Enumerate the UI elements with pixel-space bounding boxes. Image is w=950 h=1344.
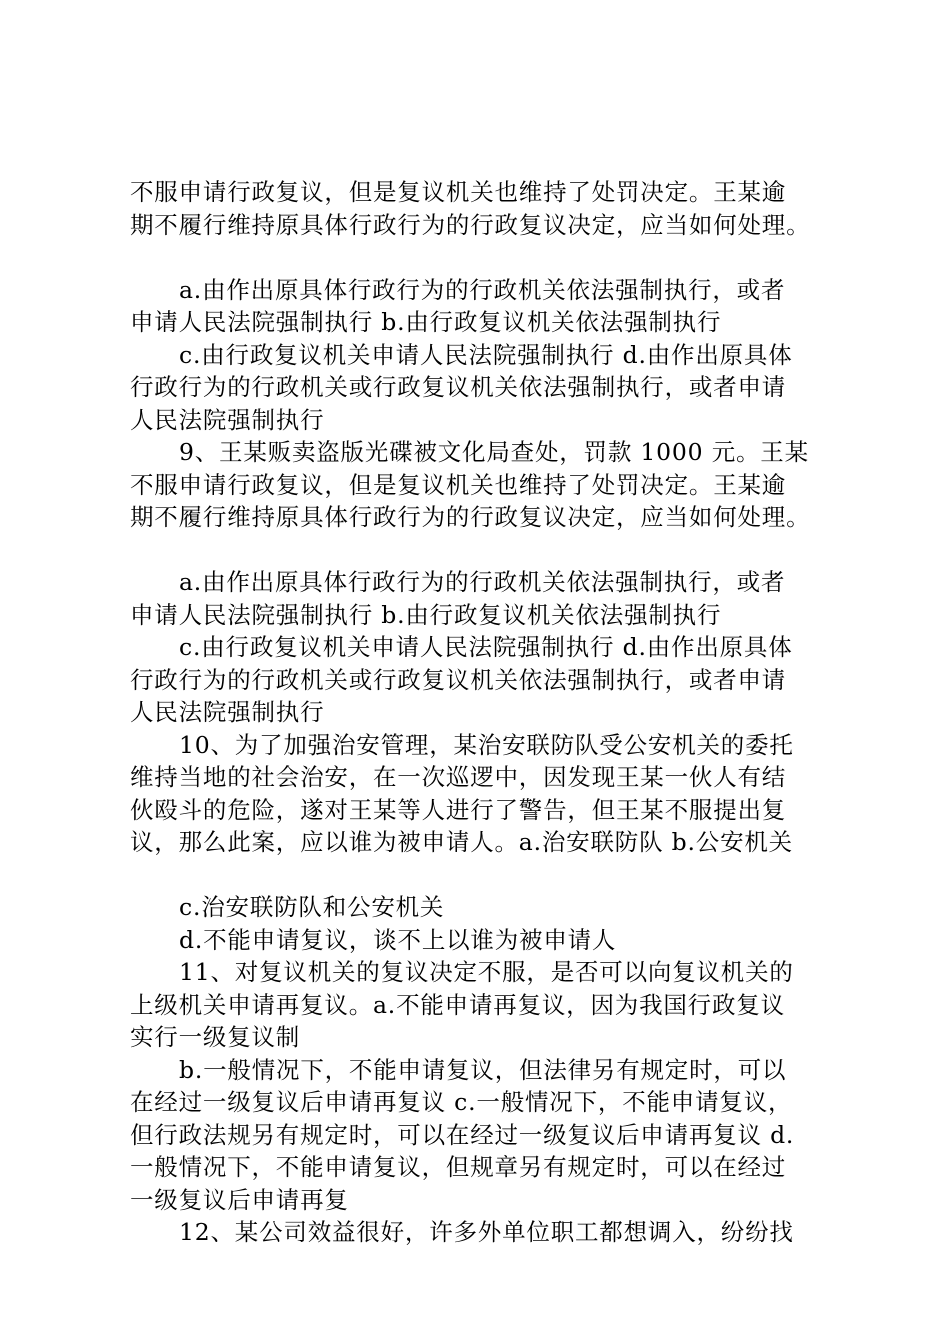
text-line: 9、王某贩卖盗版光碟被文化局查处，罚款 1000 元。王某	[179, 438, 809, 466]
text-line: 期不履行维持原具体行政行为的行政复议决定，应当如何处理。	[130, 210, 811, 239]
text-line: 上级机关申请再复议。a.不能申请再复议，因为我国行政复议	[130, 990, 785, 1019]
text-line: 不服申请行政复议，但是复议机关也维持了处罚决定。王某逾	[130, 178, 787, 206]
text-line: 但行政法规另有规定时，可以在经过一级复议后申请再复议 d.	[130, 1120, 795, 1149]
text-line: d.不能申请复议，谈不上以谁为被申请人	[179, 925, 617, 954]
text-line: 一般情况下，不能申请复议，但规章另有规定时，可以在经过	[130, 1153, 787, 1181]
text-line: c.由行政复议机关申请人民法院强制执行 d.由作出原具体	[179, 633, 793, 661]
text-line: a.由作出原具体行政行为的行政机关依法强制执行，或者	[179, 275, 786, 304]
text-line: 10、为了加强治安管理，某治安联防队受公安机关的委托	[179, 730, 794, 759]
blank-line	[130, 241, 850, 274]
text-line: c.治安联防队和公安机关	[179, 893, 445, 921]
blank-line	[130, 534, 850, 567]
text-line: 维持当地的社会治安，在一次巡逻中，因发现王某一伙人有结	[130, 763, 787, 791]
text-line: a.由作出原具体行政行为的行政机关依法强制执行，或者	[179, 568, 786, 596]
text-line: 11、对复议机关的复议决定不服，是否可以向复议机关的	[179, 958, 794, 986]
text-line: 12、某公司效益很好，许多外单位职工都想调入，纷纷找	[179, 1218, 794, 1246]
text-line: b.一般情况下，不能申请复议，但法律另有规定时，可以	[179, 1055, 787, 1084]
text-line: 行政行为的行政机关或行政复议机关依法强制执行，或者申请	[130, 665, 787, 694]
text-line: 实行一级复议制	[130, 1023, 301, 1051]
text-line: 人民法院强制执行	[130, 698, 325, 726]
text-line: 议，那么此案，应以谁为被申请人。a.治安联防队 b.公安机关	[130, 828, 793, 856]
text-line: 不服申请行政复议，但是复议机关也维持了处罚决定。王某逾	[130, 470, 787, 499]
document-body	[130, 176, 850, 1249]
text-line: 期不履行维持原具体行政行为的行政复议决定，应当如何处理。	[130, 503, 811, 531]
text-line: 人民法院强制执行	[130, 405, 325, 434]
text-line: 申请人民法院强制执行 b.由行政复议机关依法强制执行	[130, 308, 722, 336]
text-line: 一级复议后申请再复	[130, 1185, 349, 1214]
text-line: 在经过一级复议后申请再复议 c.一般情况下，不能申请复议，	[130, 1088, 793, 1116]
text-line: 行政行为的行政机关或行政复议机关依法强制执行，或者申请	[130, 373, 787, 401]
blank-line	[130, 859, 850, 892]
text-line: c.由行政复议机关申请人民法院强制执行 d.由作出原具体	[179, 340, 793, 369]
text-line: 申请人民法院强制执行 b.由行政复议机关依法强制执行	[130, 600, 722, 629]
text-line: 伙殴斗的危险，遂对王某等人进行了警告，但王某不服提出复	[130, 795, 787, 824]
